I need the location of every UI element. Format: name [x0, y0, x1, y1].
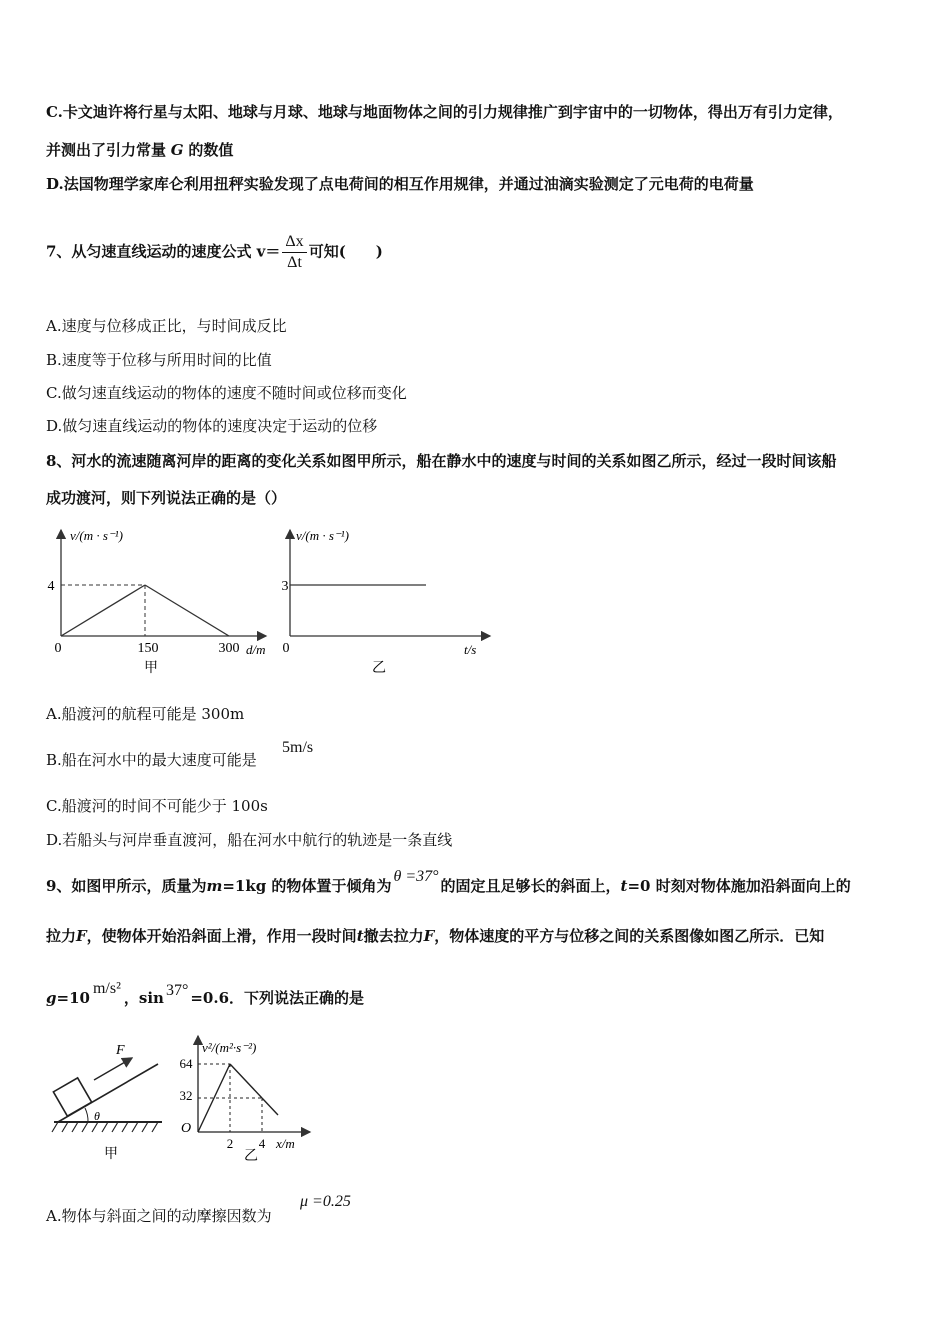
q9-incline-figure-jia [50, 1040, 170, 1165]
q8-jia-x-tick-150: 150 [137, 641, 159, 656]
q7-option-d: D.做匀速直线运动的物体的速度决定于运动的位移 [46, 417, 378, 435]
q9-gravity-unit: m/s² [92, 980, 121, 997]
q9-yi-series-segment [230, 1064, 262, 1098]
q9-force-label: F [116, 1043, 125, 1058]
q7-stem-text: 7、从匀速直线运动的速度公式 v＝ [46, 242, 281, 261]
q7-stem-tail: 可知( ) [308, 242, 383, 261]
q9-yi-caption: 乙 [244, 1149, 258, 1164]
q9-theta-value: θ =37° [393, 868, 439, 885]
q9-yi-y-label: v²/(m²·s⁻²) [202, 1040, 257, 1055]
q9-gravity-symbol: g [46, 989, 57, 1007]
q9-yi-y-tick-64: 64 [179, 1056, 193, 1071]
q9-time-symbol: t [620, 877, 628, 895]
q7-option-a: A.速度与位移成正比，与时间成反比 [46, 317, 287, 335]
q9-stem-text-3: 的固定且足够长的斜面上， [440, 877, 621, 895]
q8-jia-y-label: v/(m · s⁻¹) [70, 528, 123, 543]
q8-option-b-value: 5m/s [282, 739, 314, 756]
q9-stem-text-8: ，物体速度的平方与位移之间的关系图像如图乙所示．已知 [434, 927, 825, 945]
q9-time-symbol-2: t [356, 927, 364, 945]
q9-stem-text-9: =0.6．下列说法正确的是 [190, 989, 365, 1007]
q8-jia-x-tick-300: 300 [218, 641, 240, 656]
q8-chart-yi [274, 522, 496, 680]
q9-force-symbol: F [76, 927, 87, 945]
q8-option-b [46, 750, 257, 770]
q7-option-b: B.速度等于位移与所用时间的比值 [46, 351, 272, 369]
q9-stem-text-1: 9、如图甲所示，质量为 [46, 877, 207, 895]
q8-jia-series-segment [145, 585, 229, 636]
q9-stem-text-4: =0 时刻对物体施加沿斜面向上的 [627, 877, 851, 895]
q9-option-a-text: A.物体与斜面之间的动摩擦因数为 [46, 1207, 272, 1225]
q9-force-symbol-2: F [423, 927, 435, 945]
q6-option-d: D.法国物理学家库仑利用扭秤实验发现了点电荷间的相互作用规律，并通过油滴实验测定了元电荷的电荷量 [46, 175, 754, 193]
q7-option-c: C.做匀速直线运动的物体的速度不随时间或位移而变化 [46, 384, 407, 402]
q9-stem-line2 [46, 926, 824, 946]
q9-yi-x-tick-2: 2 [226, 1136, 234, 1151]
q8-yi-y-tick-3: 3 [281, 579, 289, 594]
q9-sin-text: ，sin [123, 989, 164, 1007]
q6-option-c-text: 并测出了引力常量 [46, 141, 167, 159]
q9-option-a [46, 1206, 272, 1226]
q9-yi-series-segment [198, 1064, 230, 1132]
q8-option-d: D.若船头与河岸垂直渡河，船在河水中航行的轨迹是一条直线 [46, 831, 453, 849]
q9-mass-symbol: m [206, 877, 223, 895]
q6-option-c-line2 [46, 140, 233, 160]
q7-fraction-numerator: Δx [282, 232, 306, 253]
q8-stem-line1: 8、河水的流速随离河岸的距离的变化关系如图甲所示，船在静水中的速度与时间的关系如图乙所示，经过一段时间该船 [46, 452, 837, 470]
q9-angle-arc [85, 1108, 88, 1122]
q6-option-c-tail: 的数值 [188, 141, 234, 159]
q9-stem-line3 [46, 980, 365, 1009]
q9-gravity-value: =10 [56, 989, 90, 1007]
q9-yi-series-segment [262, 1098, 278, 1115]
q9-yi-y-tick-32: 32 [179, 1088, 193, 1103]
q7-stem [46, 232, 383, 273]
q7-fraction-denominator: Δt [287, 254, 302, 271]
q6-option-c-line1: C.卡文迪许将行星与太阳、地球与月球、地球与地面物体之间的引力规律推广到宇宙中的一切物体，得出万有引力定律， [46, 103, 843, 121]
q9-option-a-value: μ =0.25 [300, 1193, 351, 1210]
q9-yi-x-label: x/m [276, 1136, 295, 1151]
q8-jia-series-segment [61, 585, 145, 636]
q9-yi-origin: O [180, 1121, 192, 1136]
q8-yi-x-label: t/s [464, 642, 477, 657]
q8-chart-jia [44, 522, 274, 680]
q8-yi-y-label: v/(m · s⁻¹) [296, 528, 349, 543]
q9-yi-x-tick-4: 4 [258, 1136, 266, 1151]
q9-angle-label: θ [94, 1109, 100, 1123]
q9-force-arrow [94, 1058, 132, 1080]
q8-jia-caption: 甲 [144, 661, 158, 676]
q6-constant-g: G [170, 141, 184, 159]
q9-ground-hatching [52, 1122, 158, 1132]
q8-yi-x-tick-0: 0 [282, 641, 290, 656]
q9-stem-text-7: 撤去拉力 [363, 927, 424, 945]
q9-sin-angle: 37° [165, 982, 189, 999]
q7-formula-fraction [282, 232, 306, 273]
q9-stem-line1 [46, 868, 851, 897]
q8-stem-line2: 成功渡河，则下列说法正确的是（） [46, 489, 287, 507]
q8-option-b-text: B.船在河水中的最大速度可能是 [46, 751, 257, 769]
q8-jia-x-tick-0: 0 [54, 641, 62, 656]
q8-jia-x-label: d/m [246, 642, 266, 657]
q8-option-a [46, 704, 244, 724]
q9-chart-yi [172, 1030, 312, 1170]
q8-yi-caption: 乙 [372, 661, 386, 676]
q9-stem-text-6: ，使物体开始沿斜面上滑，作用一段时间 [86, 927, 357, 945]
q8-jia-y-tick-4: 4 [47, 579, 55, 594]
q8-option-c: C.船渡河的时间不可能少于 100s [46, 797, 268, 815]
q9-jia-caption: 甲 [104, 1147, 118, 1162]
q9-stem-text-2: =1kg 的物体置于倾角为 [222, 877, 392, 895]
q9-stem-text-5: 拉力 [46, 927, 77, 945]
q8-option-a-text: A.船渡河的航程可能是 300m [46, 705, 245, 723]
